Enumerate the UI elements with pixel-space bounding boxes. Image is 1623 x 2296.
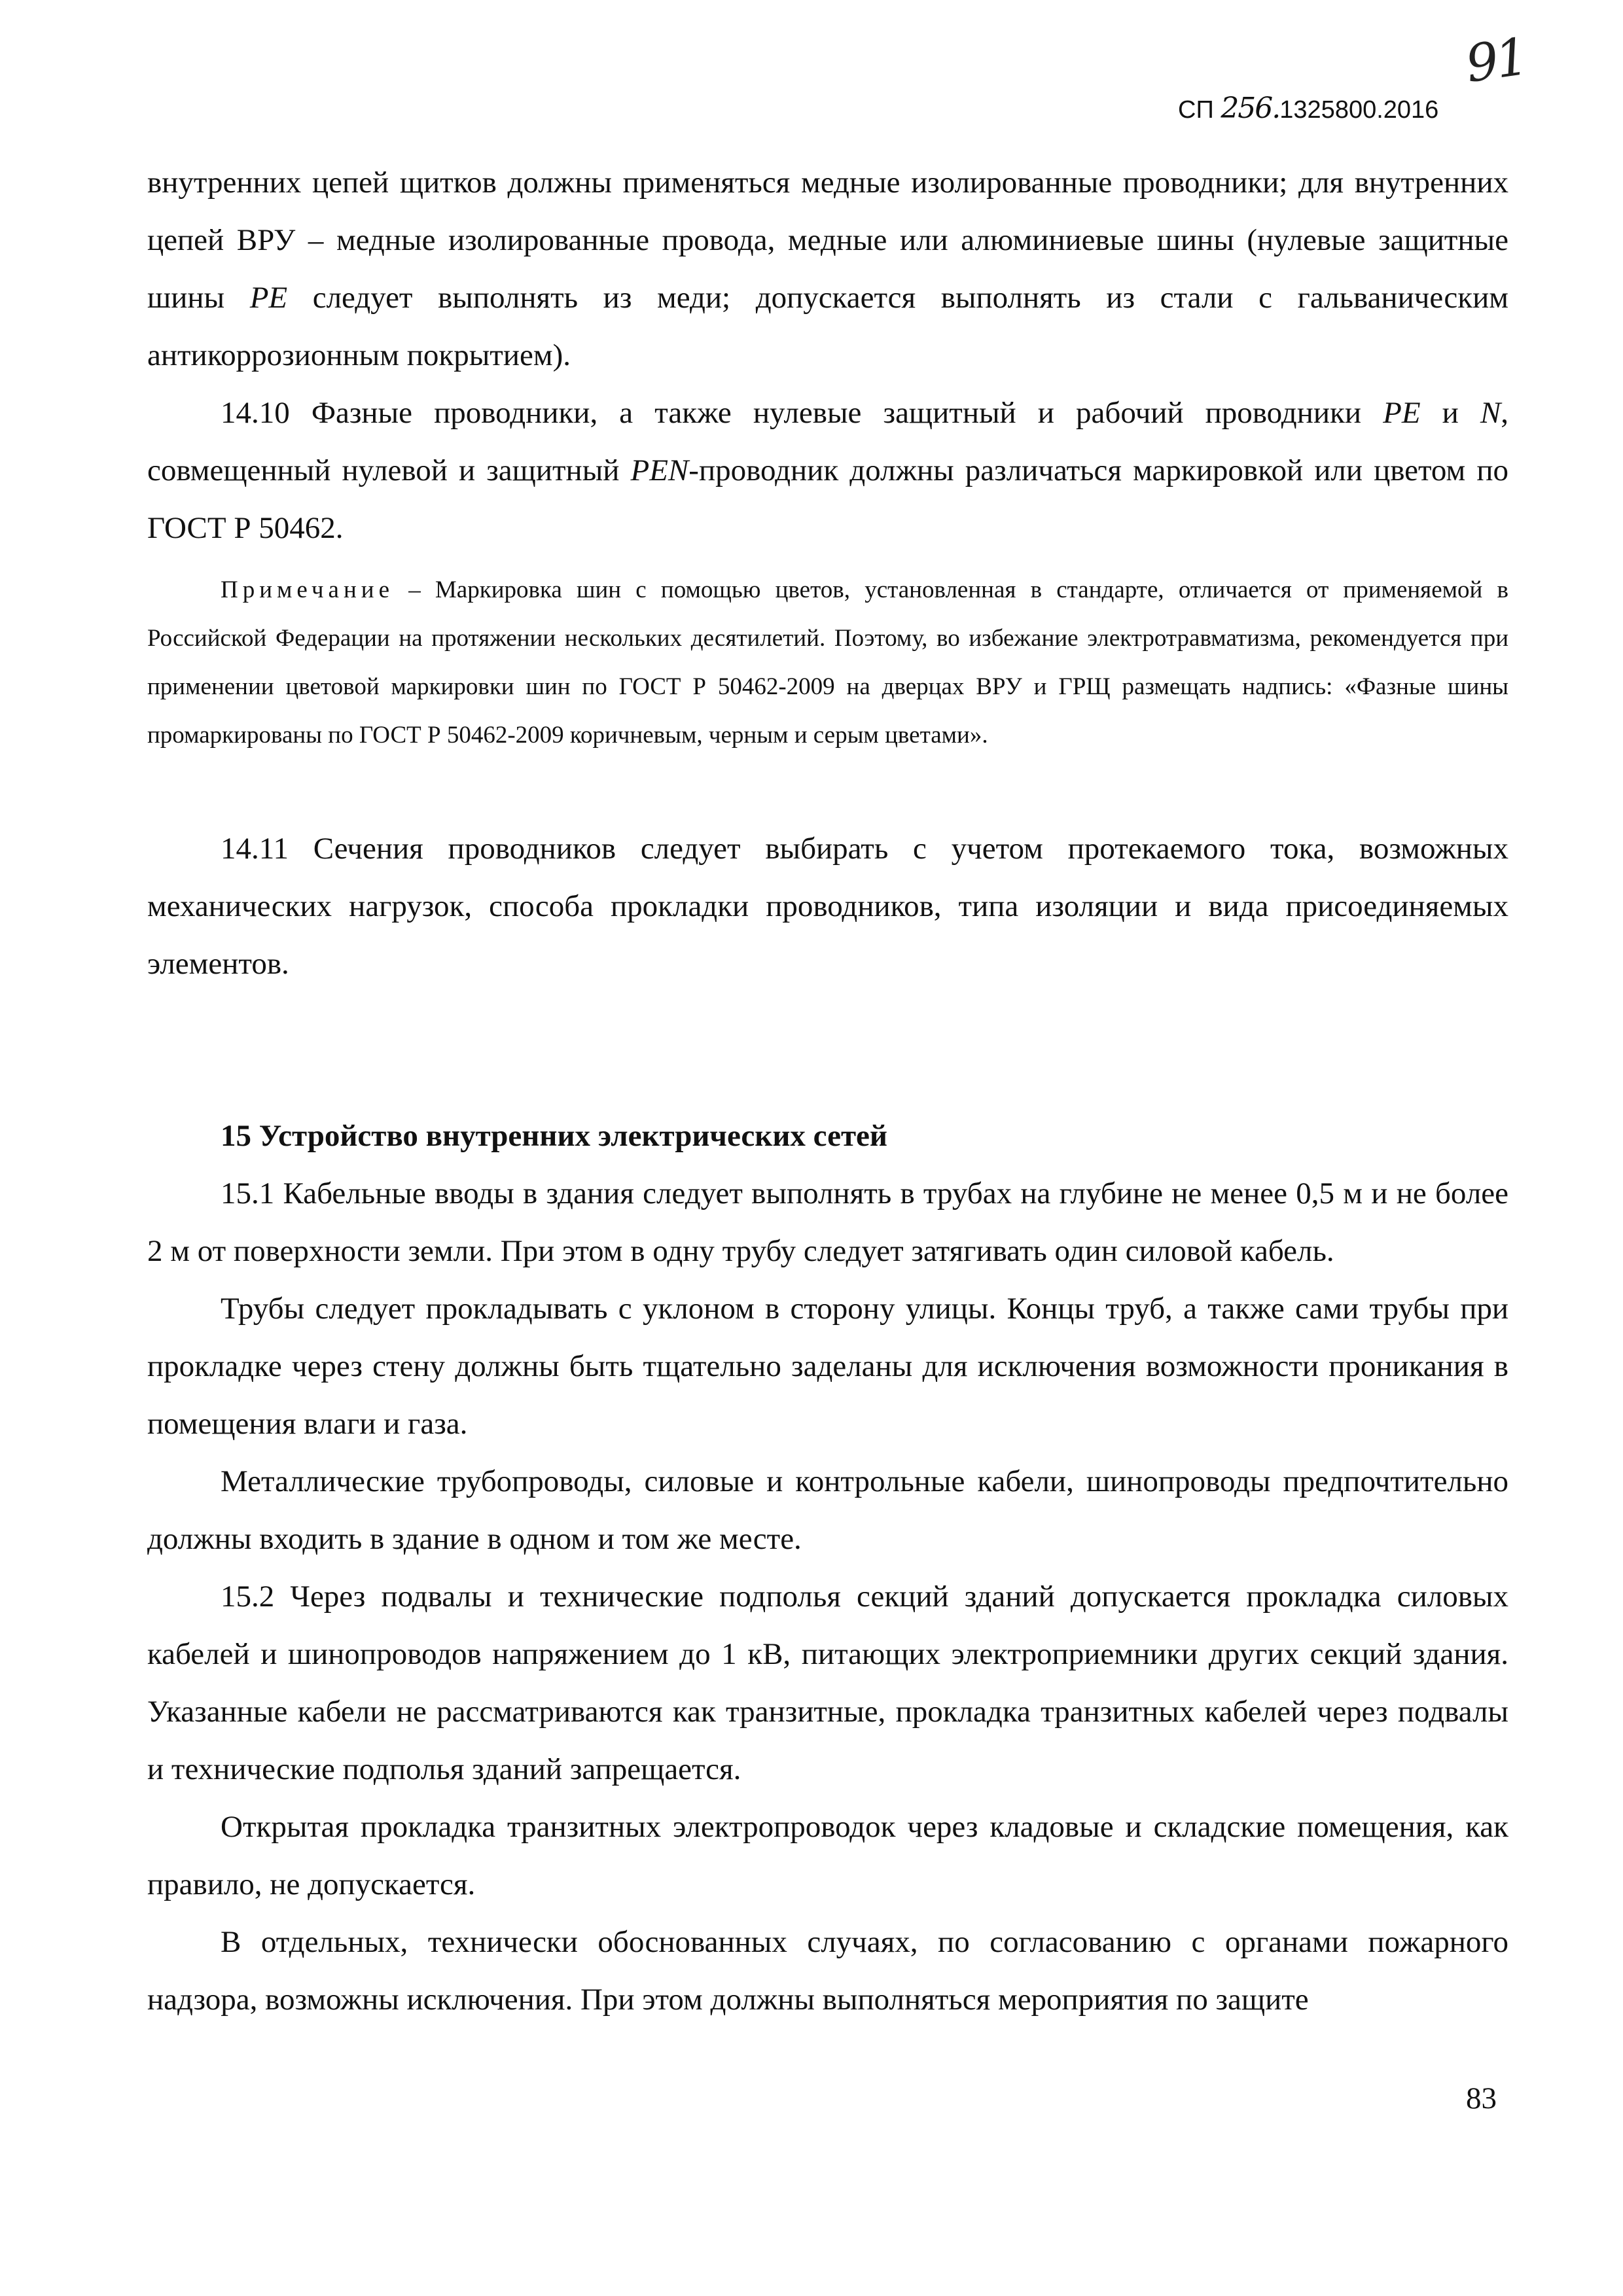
italic-term: N: [1480, 396, 1501, 430]
text-run: 14.10 Фазные проводники, а также нулевые защитный и рабочий проводники: [221, 396, 1383, 430]
doc-code-rest: 1325800.2016: [1279, 96, 1439, 124]
text-run: следует выполнять из меди; допускается выполнять из стали с гальваническим антикоррозионным покрытием).: [147, 281, 1509, 372]
page-content: [147, 154, 1508, 2028]
page-number: 83: [1466, 2081, 1497, 2115]
paragraph-open-laying: Открытая прокладка транзитных электропроводок через кладовые и складские помещения, как правило, не допускается.: [147, 1810, 1508, 1901]
note-paragraph: [147, 566, 1508, 760]
text-run: , совмещенный нулевой и защитный: [147, 396, 1508, 487]
note-label: Примечание: [221, 576, 394, 603]
spacer: [147, 993, 1508, 1107]
section-heading: 15 Устройство внутренних электрических сетей: [221, 1119, 887, 1153]
text-run: внутренних цепей щитков должны применяться медные изолированные проводники; для внутренних цепей ВРУ – медные изолированные провода, медные или алюминиевые шины (нулевые защитные шины: [147, 166, 1508, 315]
paragraph-exceptions: В отдельных, технически обоснованных случаях, по согласованию с органами пожарного надзора, возможны исключения. При этом должны выполняться мероприятия по защите: [147, 1925, 1508, 2017]
italic-term: PE: [249, 281, 288, 315]
paragraph-metal-pipelines: Металлические трубопроводы, силовые и контрольные кабели, шинопроводы предпочтительно должны входить в здание в одном и том же месте.: [147, 1464, 1508, 1556]
note-text: – Маркировка шин с помощью цветов, установленная в стандарте, отличается от применяемой в Российской Федерации на протяжении нескольких десятилетий. Поэтому, во избежание электротравматизма, рекомендуется при применении цветовой маркировки шин по ГОСТ Р 50462-2009 на дверцах ВРУ и ГРЩ размещать надпись: «Фазные шины промаркированы по ГОСТ Р 50462-2009 коричневым, черным и серым цветами».: [147, 576, 1508, 749]
paragraph-pipes: Трубы следует прокладывать с уклоном в сторону улицы. Концы труб, а также сами трубы при прокладке через стену должны быть тщательно заделаны для исключения возможности проникания в помещения влаги и газа.: [147, 1292, 1508, 1441]
paragraph-14-11: 14.11 Сечения проводников следует выбирать с учетом протекаемого тока, возможных механических нагрузок, способа прокладки проводников, типа изоляции и вида присоединяемых элементов.: [147, 832, 1508, 981]
spacer: [147, 760, 1508, 820]
italic-term: PEN: [630, 453, 689, 487]
doc-code-handwritten-part: 256.: [1221, 92, 1280, 125]
document-code: [1178, 92, 1438, 125]
handwritten-sheet-number: 91: [1462, 27, 1530, 94]
paragraph-14-10: [147, 384, 1508, 557]
paragraph-15-1: 15.1 Кабельные вводы в здания следует выполнять в трубах на глубине не менее 0,5 м и не более 2 м от поверхности земли. При этом в одну трубу следует затягивать один силовой кабель.: [147, 1176, 1508, 1268]
doc-code-prefix: СП: [1178, 96, 1221, 124]
paragraph-15-2: 15.2 Через подвалы и технические подполья секций зданий допускается прокладка силовых кабелей и шинопроводов напряжением до 1 кВ, питающих электроприемники других секций здания. Указанные кабели не рассматриваются как транзитные, прокладка транзитных кабелей через подвалы и технические подполья зданий запрещается.: [147, 1580, 1508, 1786]
paragraph-continuation: [147, 154, 1508, 384]
italic-term: PE: [1383, 396, 1421, 430]
text-run: и: [1420, 396, 1480, 430]
text-run: -проводник должны различаться маркировкой или цветом по ГОСТ Р 50462.: [147, 453, 1508, 545]
